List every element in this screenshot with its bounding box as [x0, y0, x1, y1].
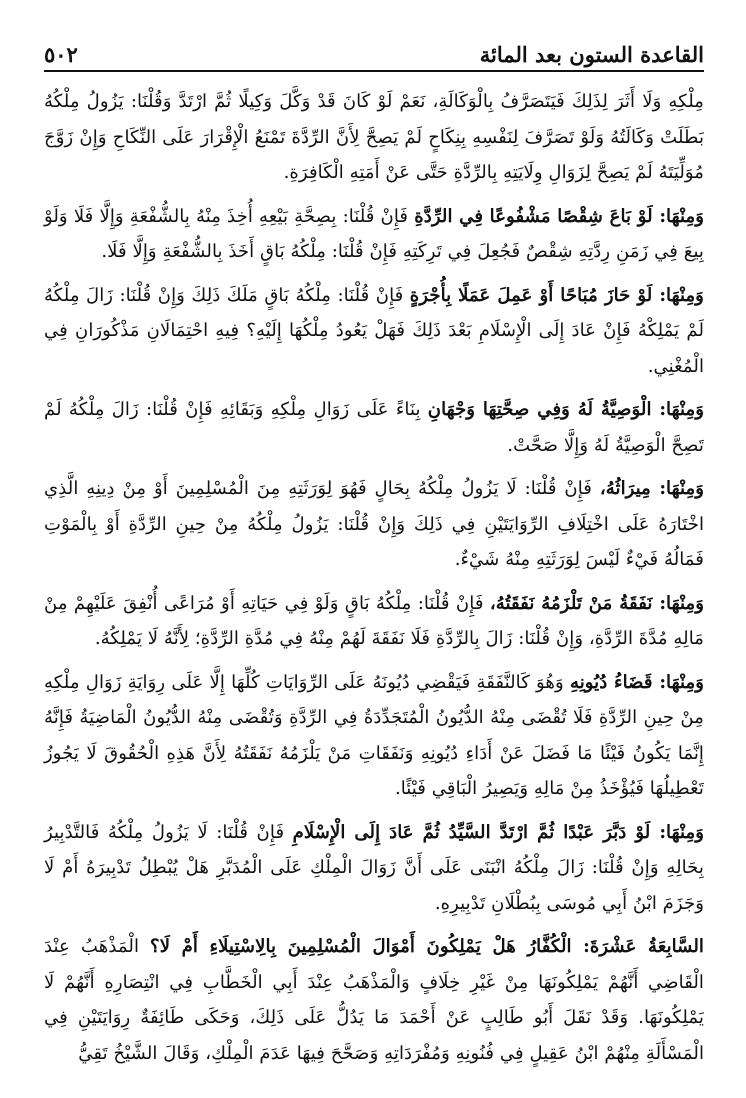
paragraph: [44, 586, 704, 657]
paragraph-text: بِنَاءً عَلَى زَوَالِ مِلْكِهِ وَبَقَائِهِ فَإِنْ قُلْنَا: زَالَ مِلْكُهُ لَمْ تَصِحَّ الْوَصِيَّةُ لَهُ وَإِلَّا صَحَّتْ.: [44, 399, 704, 456]
paragraph: [44, 392, 704, 463]
paragraph-lead: وَمِنْهَا: نَفَقَةُ مَنْ تَلْزَمُهُ نَفَقَتُهُ،: [489, 592, 704, 614]
paragraph-lead: السَّابِعَةُ عَشْرَةَ: الْكُفَّارُ هَلْ يَمْلِكُونَ أَمْوَالَ الْمُسْلِمِينَ بِالِاسْتِيلَاءِ أَمْ لَا؟: [150, 936, 704, 957]
paragraph-text: فَإِنْ قُلْنَا: مِلْكُهُ بَاقٍ مَلَكَ ذَلِكَ وَإِنْ قُلْنَا: زَالَ مِلْكُهُ لَمْ يَمْلِكْهُ فَإِنْ عَادَ إِلَى الْإِسْلَامِ بَعْدَ ذَلِكَ فَهَلْ يَعُودُ مِلْكُهَا إِلَيْهِ؟ فِيهِ احْتِمَالَانِ مَذْكُورَانِ فِي الْمُغْنِي.: [44, 284, 704, 377]
paragraph: [44, 471, 704, 578]
paragraph: [44, 929, 704, 1071]
paragraph-text: الْمَذْهَبُ عِنْدَ الْقَاضِي أَنَّهُمْ يَمْلِكُونَهَا مِنْ غَيْرِ خِلَافٍ وَالْمَذْهَبُ عِنْدَ أَبِي الْخَطَّابِ فِي انْتِصَارِهِ أَنَّهُمْ لَا يَمْلِكُونَهَا. وَقَدْ نَقَلَ أَبُو طَالِبٍ عَنْ أَحْمَدَ مَا يَدُلُّ عَلَى ذَلِكَ، وَحَكَى طَائِفَةٌ رِوَايَتَيْنِ فِي الْمَسْأَلَةِ مِنْهُمْ ابْنُ عَقِيلٍ فِي فُنُونِهِ وَمُفْرَدَاتِهِ وَصَحَّحَ فِيهَا عَدَمَ الْمِلْكِ، وَقَالَ الشَّيْخُ تَقِيُّ: [44, 936, 704, 1064]
paragraph-text: فَإِنْ قُلْنَا: بِصِحَّةِ بَيْعِهِ أُخِذَ مِنْهُ بِالشُّفْعَةِ وَإِلَّا فَلَا وَلَوْ بِيعَ فِي زَمَنِ رِدَّتِهِ شِقْصٌ فَجُعِلَ فِي تَرِكَتِهِ فَإِنْ قُلْنَا: مِلْكُهُ بَاقٍ أَخَذَ بِالشُّفْعَةِ وَإِلَّا فَلَا.: [44, 205, 704, 262]
paragraph-text: وَهُوَ كَالنَّفَقَةِ فَيَقْضِي دُيُونَهُ عَلَى الرِّوَايَاتِ كُلِّهَا إِلَّا عَلَى رِوَايَةِ زَوَالِ مِلْكِهِ مِنْ حِينِ الرِّدَّةِ فَلَا تُقْضَى مِنْهُ الدُّيُونُ الْمُتَجَدِّدَةُ فِي الرِّدَّةِ وَتُقْضَى مِنْهُ الدُّيُونُ الْمَاضِيَةُ فَإِنَّهُ إِنَّمَا يَكُونُ فَيْئًا مَا فَضَلَ عَنْ أَدَاءِ دُيُونِهِ وَنَفَقَاتِ مَنْ يَلْزَمُهُ نَفَقَتُهُ لِأَنَّ هَذِهِ الْحُقُوقَ لَا يَجُوزُ تَعْطِيلُهَا فَيُؤْخَذُ مِنْ مَالِهِ وَيَصِيرُ الْبَاقِي فَيْئًا.: [44, 671, 704, 799]
paragraph-lead: وَمِنْهَا: لَوْ حَازَ مُبَاحًا أَوْ عَمِلَ عَمَلًا بِأُجْرَةٍ: [409, 284, 704, 306]
paragraph-text: فَإِنْ قُلْنَا: لَا يَزُولُ مِلْكُهُ بِحَالٍ فَهُوَ لِوَرَثَتِهِ مِنَ الْمُسْلِمِينَ أَوْ مِنْ دِينِهِ الَّذِي اخْتَارَهُ عَلَى اخْتِلَافِ الرِّوَايَتَيْنِ فِي ذَلِكَ وَإِنْ قُلْنَا: يَزُولُ مِلْكُهُ مِنْ حِينِ الرِّدَّةِ أَوْ بِالْمَوْتِ فَمَالُهُ فَيْءٌ لَيْسَ لِوَرَثَتِهِ مِنْهُ شَيْءٌ.: [44, 478, 704, 570]
paragraph-lead: وَمِنْهَا: لَوْ دَبَّرَ عَبْدًا ثُمَّ ارْتَدَّ السَّيِّدُ ثُمَّ عَادَ إِلَى الْإِسْلَامِ: [292, 821, 704, 843]
page-number: ٥٠٢: [44, 42, 78, 67]
paragraph: [44, 199, 704, 270]
paragraph: [44, 815, 704, 922]
paragraph: [44, 84, 704, 191]
paragraph-text: فَإِنْ قُلْنَا: مِلْكُهُ بَاقٍ وَلَوْ فِي حَيَاتِهِ أَوْ مُرَاعًى أُنْفِقَ عَلَيْهِمْ مِنْ مَالِهِ مُدَّةَ الرِّدَّةِ، وَإِنْ قُلْنَا: زَالَ بِالرِّدَّةِ فَلَا نَفَقَةَ لَهُمْ مِنْهُ فِي مُدَّةِ الرِّدَّةِ؛ لِأَنَّهُ لَا يَمْلِكُهُ.: [44, 592, 704, 649]
running-title: القاعدة الستون بعد المائة: [479, 42, 704, 67]
running-header: [44, 34, 704, 72]
paragraph-lead: وَمِنْهَا: قَضَاءُ دُيُونِهِ: [569, 671, 704, 693]
paragraph: [44, 665, 704, 807]
paragraph-lead: وَمِنْهَا: الْوَصِيَّةُ لَهُ وَفِي صِحَّتِهَا وَجْهَانِ: [427, 399, 704, 420]
paragraph-lead: وَمِنْهَا: مِيرَاثُهُ،: [599, 478, 704, 499]
paragraph-text: مِلْكِهِ وَلَا أَثَرَ لِذَلِكَ فَيَتَصَرَّفُ بِالْوَكَالَةِ، نَعَمْ لَوْ كَانَ قَدْ وَكَّلَ وَكِيلًا ثُمَّ ارْتَدَّ وَقُلْنَا: يَزُولُ مِلْكُهُ بَطَلَتْ وَكَالَتُهُ وَلَوْ تَصَرَّفَ لِنَفْسِهِ بِنِكَاحٍ لَمْ يَصِحَّ لِأَنَّ الرِّدَّةَ تَمْنَعُ الْإِقْرَارَ عَلَى النِّكَاحِ وَإِنْ زَوَّجَ مُوَلِّيَتَهُ لَمْ يَصِحَّ لِزَوَالِ وِلَايَتِهِ بِالرِّدَّةِ حَتَّى عَنْ أَمَتِهِ الْكَافِرَةِ.: [44, 91, 704, 183]
paragraph-text: فَإِنْ قُلْنَا: لَا يَزُولُ مِلْكُهُ فَالتَّدْبِيرُ بِحَالِهِ وَإِنْ قُلْنَا: زَالَ مِلْكُهُ انْبَنَى عَلَى أَنَّ زَوَالَ الْمِلْكِ عَلَى الْمُدَبَّرِ هَلْ يُبْطِلُ تَدْبِيرَهُ أَمْ لَا وَجَزَمَ ابْنُ أَبِي مُوسَى بِبُطْلَانِ تَدْبِيرِهِ.: [44, 821, 704, 914]
body-text: [44, 84, 704, 1071]
paragraph: [44, 278, 704, 385]
paragraph-lead: وَمِنْهَا: لَوْ بَاعَ شِقْصًا مَشْفُوعًا فِي الرِّدَّةِ: [414, 205, 704, 227]
